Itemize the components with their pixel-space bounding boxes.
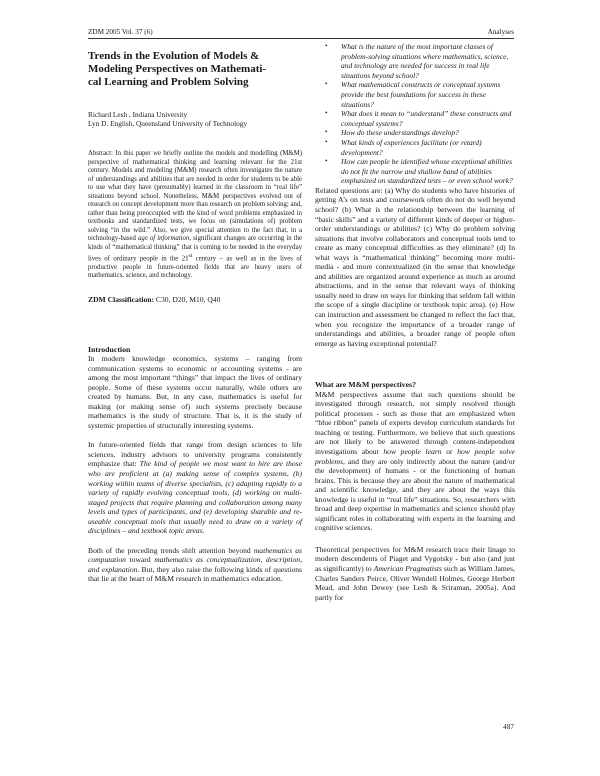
question-item: • How do these understandings develop? (341, 128, 515, 138)
body-text: In future-oriented fields that range from design sciences to life sciences, industry advisors to university programs consistently emphasize that: (88, 440, 302, 469)
body-text: Theoretical perspectives for M&M research trace their linage to modern descendents of Piaget and Vygotsky - but also (and just as significantly) to (315, 544, 515, 573)
page-number: 487 (503, 722, 514, 731)
section-gap (315, 358, 515, 380)
body-italic: American Pragmatists (373, 564, 442, 573)
intro-paragraph-3 (88, 546, 302, 584)
paper-title (88, 50, 302, 89)
authors-block (88, 111, 302, 128)
intro-heading: Introduction (88, 344, 131, 354)
mm-heading: What are M&M perspectives? (315, 380, 416, 390)
left-column (88, 50, 302, 594)
body-text: . But, they also raise the following kinds of questions that lie at the heart of M&M research in mathematics education. (88, 564, 302, 584)
body-italic: how people learn (383, 446, 442, 456)
abstract-italic: age of information (138, 235, 190, 243)
mm-paragraph-2 (315, 545, 515, 602)
question-item: • What mathematical constructs or conceptual systems provide the best foundations for success in these situations? (341, 80, 515, 109)
abstract (88, 150, 302, 281)
classification (88, 295, 302, 305)
header-rule (88, 38, 514, 39)
related-questions: Related questions are: (a) Why do students who have histories of getting A’s on tests and coursework often do not do well beyond school? (b) What is the relationship between the learning of “basic skills” and a variety of different kinds of deeper or higher-order understandings or abilities? (c) Why do problem solving situations that involve collaborators and conceptual tools tend to create as many conceptual difficulties as they eliminate? (d) In what ways is “mathematical thinking” becoming more multi-media - and more contextualized (in the sense that knowledge and abilities are organized around experience as much as around abstractions, and in the sense that relevant ways of thinking usually need to draw on ways for thinking that seldom fall within the scope of a single discipline or textbook topic area). (e) How can instruction and assessment be changed to reflect the fact that, when you recognize the importance of a broader range of understandings and abilities, a broader range of people often emerge as having exceptional potential? (315, 185, 515, 348)
classification-label: ZDM Classification: (88, 294, 155, 304)
body-text: Both of the preceding trends shift attention beyond (88, 545, 254, 555)
intro-paragraph-2 (88, 440, 302, 535)
abstract-text: Abstract: In this paper we briefly outline the models and modelling (M&M) perspective of mathematical thinking and learning relevant for the 21st century. Models and modeling (M&M) research often investigates the nature of understandings and abilities that are needed in order for students to be able to use what they have (presumably) learned in the classroom in “real life” situations beyond school. Nonetheless, M&M perspectives evolved out of research on concept development more than research on problem solving; and, rather than being preoccupied with the kind of word problems emphasized in textbooks and standardized tests, we focus on (simulations of) problem solving “in the wild.” Also, we give special attention to the fact that, in a technology-based (88, 150, 302, 243)
body-text: or (441, 446, 458, 456)
question-item: • How can people be identified whose exceptional abilities do not fit the narrow and shallow band of abilities emphasized on standardized tests – or even school work? (341, 157, 515, 186)
body-text: M&M perspectives assume that such questions should be investigated through research, not simply resolved though political processes - such as those that are emphasized when “blue ribbon” panels of experts develop curriculum standards for teaching or testing. Furthermore, we believe that such questions are not likely to be answered through content-independent investigations about (315, 389, 515, 456)
classification-codes: C30, D20, M10, Q40 (154, 294, 221, 304)
section-header: Analyses (487, 28, 514, 36)
body-text: such as William James, Charles Sanders Peirce, Oliver Wendell Holmes, George Herbert Mead, and John Dewey (see Lesh & Sriraman, 2005a). And partly for (315, 564, 515, 602)
abstract-sup: st (188, 253, 193, 260)
title-line: cal Learning and Problem Solving (88, 76, 249, 88)
abstract-text: , significant changes are occurring in the kinds of “mathematical thinking” that is coming to be needed in the everyday lives of ordinary people in the 21 (88, 235, 302, 263)
author-line: Richard Lesh , Indiana University (88, 110, 188, 119)
body-italic: how people solve problems (315, 446, 515, 466)
author-line: Lyn D. English, Queensland University of Technology (88, 118, 248, 128)
question-item: • What kinds of experiences facilitate (or retard) development? (341, 138, 515, 157)
body-text: , and they are only indirectly about the nature (and/or the development) of humans - or the functioning of human brains. This is because they are about the nature of mathematical and scientific knowledge, and they are about the ways this knowledge is useful in “real life” situations. So, researchers with broad and deep expertise in mathematics and science should play significant roles in collaborating with experts in the learning and cognitive sciences. (315, 456, 515, 533)
body-italic: The kind of people we most want to hire are those who are proficient at (a) making sense of complex systems, (b) working within teams of diverse specialists, (c) adapting rapidly to a variety of rapidly evolving conceptual tools, (d) working on multi-staged projects that require planning and collaboration among many levels and types of participants, and (e) developing sharable and re-useable conceptual tools that usually need to draw on a variety of disciplines – and textbook topic areas. (88, 459, 302, 536)
abstract-text: century – as well as in the lives of productive people in future-oriented fields that are heavy users of mathematics, science, and technology. (88, 255, 302, 280)
body-italic: mathematics as computation (88, 545, 302, 565)
intro-paragraph-1: In modern knowledge economics, systems – ranging from communication systems to economic or accounting systems - are among the most important “things” that impact the lives of ordinary people. Some of these systems occur naturally, while others are created by humans. But, in any case, mathematics is useful for making (or making sense of) such systems precisely because mathematics is the study of structure. That is, it is the study of systemic properties of structurally interesting systems. (88, 354, 302, 430)
question-item: • What does it mean to “understand” these constructs and conceptual systems? (341, 109, 515, 128)
journal-header: ZDM 2005 Vol. 37 (6) (88, 28, 153, 36)
right-column (315, 42, 515, 612)
question-list (315, 42, 515, 186)
mm-paragraph-1 (315, 390, 515, 533)
title-line: Modeling Perspectives on Mathemati- (88, 63, 267, 75)
question-item: • What is the nature of the most important classes of problem-solving situations where mathematics, science, and technology are needed for success in real life situations beyond school? (341, 42, 515, 80)
body-italic: mathematics as conceptualization, description, and explanation (88, 555, 302, 574)
body-text: toward (125, 555, 155, 565)
title-line: Trends in the Evolution of Models & (88, 50, 260, 62)
